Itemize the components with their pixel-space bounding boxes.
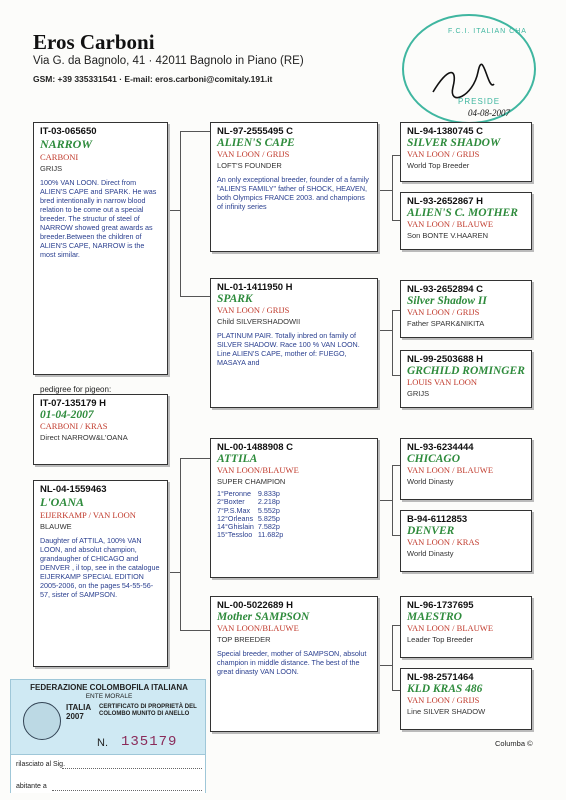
cert-number: 135179: [121, 734, 178, 750]
result-row: 7°P.S.Max 5.552p: [217, 505, 280, 515]
connector: [392, 220, 400, 221]
cert-title: FEDERAZIONE COLOMBOFILA ITALIANA: [30, 683, 188, 692]
note: Father SPARK&NIKITA: [407, 319, 485, 328]
breeder: VAN LOON / GRIJS: [407, 149, 480, 159]
connector: [392, 375, 400, 376]
ring-number: NL-96-1737695: [407, 600, 474, 611]
gg-box-4: [400, 350, 532, 408]
connector: [392, 310, 393, 375]
breeder: CARBONI: [40, 152, 79, 162]
note: World Dinasty: [407, 477, 454, 486]
connector: [378, 330, 392, 331]
pigeon-name: CHICAGO: [407, 453, 461, 465]
hatch-date: 01-04-2007: [40, 409, 94, 421]
ring-number: NL-00-5022689 H: [217, 600, 294, 611]
connector: [378, 500, 392, 501]
connector: [180, 630, 210, 631]
race-results: [217, 490, 287, 540]
note: Line SILVER SHADOW: [407, 707, 486, 716]
pigeon-seal-icon: [23, 702, 61, 740]
subject-box: [33, 394, 168, 465]
cert-subtitle: ENTE MORALE: [85, 693, 133, 700]
pigeon-name: ALIEN'S C. MOTHER: [407, 207, 518, 219]
breeder: VAN LOON/BLAUWE: [217, 465, 299, 475]
cert-description: CERTIFICATO DI PROPRIETÀ DEL COLOMBO MUNITO DI ANELLO: [99, 704, 197, 717]
dam-box: [33, 480, 168, 667]
cert-country-year: ITALIA 2007: [66, 703, 92, 721]
connector: [180, 131, 210, 132]
released-to-line: [62, 768, 202, 769]
breeder: VAN LOON/BLAUWE: [217, 623, 299, 633]
note: Son BONTE V.HAAREN: [407, 231, 489, 240]
result-row: 1°Peronne 9.833p: [217, 489, 280, 498]
description: Special breeder, mother of SAMPSON, absolut champion in middle distance. The best of the great dinasty VAN LOON.: [217, 649, 367, 676]
note: TOP BREEDER: [217, 635, 271, 644]
pigeon-name: ALIEN'S CAPE: [217, 137, 295, 149]
released-to-label: rilasciato al Sig.: [16, 761, 66, 768]
pigeon-name: ATTILA: [217, 453, 258, 465]
address-label: abitante a: [16, 783, 47, 790]
pigeon-name: L'OANA: [40, 495, 85, 509]
signature-icon: [428, 62, 498, 102]
note: Child SILVERSHADOWII: [217, 317, 301, 326]
address-line: [52, 790, 202, 791]
dam-dam-box: [210, 596, 378, 732]
breeder: VAN LOON / GRIJS: [407, 307, 480, 317]
breeder: LOUIS VAN LOON: [407, 377, 478, 387]
ring-number: NL-99-2503688 H: [407, 354, 484, 365]
connector: [392, 625, 393, 690]
breeder: VAN LOON / GRIJS: [217, 305, 290, 315]
gg-box-5: [400, 438, 532, 500]
connector: [168, 572, 180, 573]
note: LOFT'S FOUNDER: [217, 161, 282, 170]
pigeon-name: Mother SAMPSON: [217, 611, 310, 623]
connector: [392, 465, 393, 535]
breeder: VAN LOON / BLAUWE: [407, 465, 494, 475]
note: GRIJS: [407, 389, 430, 398]
note: World Dinasty: [407, 549, 454, 558]
connector: [392, 625, 400, 626]
pigeon-name: SPARK: [217, 293, 253, 305]
ring-number: NL-93-6234444: [407, 442, 474, 453]
note: Leader Top Breeder: [407, 635, 474, 644]
result-row: 2°Boxter 2.218p: [217, 497, 280, 507]
pigeon-name: MAESTRO: [407, 611, 462, 623]
description: PLATINUM PAIR. Totally inbred on family of SILVER SHADOW. Race 100 % VAN LOON. Line ALIEN'S CAPE, mother of: FUEGO, MASAYA and: [217, 331, 360, 367]
stamp-text: F.C.I. ITALIAN CHA: [448, 28, 527, 35]
ring-number: IT-03-065650: [40, 126, 97, 137]
breeder: VAN LOON / KRAS: [407, 537, 480, 547]
connector: [168, 210, 180, 211]
ring-number: B-94-6112853: [407, 514, 468, 525]
stamp-date: 04-08-2007: [468, 108, 510, 118]
connector: [392, 690, 400, 691]
pigeon-name: DENVER: [407, 525, 455, 537]
connector: [392, 155, 400, 156]
dam-sire-box: [210, 438, 378, 578]
sire-sire-box: [210, 122, 378, 252]
pigeon-name: Silver Shadow II: [407, 295, 487, 307]
pigeon-name: KLD KRAS 486: [407, 683, 483, 695]
sire-dam-box: [210, 278, 378, 408]
pigeon-name: GRCHILD ROMINGER: [407, 365, 525, 377]
ring-number: NL-00-1488908 C: [217, 442, 294, 453]
gg-box-8: [400, 668, 532, 730]
gg-box-6: [400, 510, 532, 572]
ring-number: NL-98-2571464: [407, 672, 474, 683]
columba-credit: Columba ©: [495, 739, 533, 748]
pigeon-name: SILVER SHADOW: [407, 137, 501, 149]
gg-box-2: [400, 192, 532, 250]
breeder: VAN LOON / BLAUWE: [407, 219, 494, 229]
ring-number: NL-97-2555495 C: [217, 126, 294, 137]
connector: [180, 296, 210, 297]
breeder: VAN LOON / GRIJS: [217, 149, 290, 159]
stamp-president: PRESIDE: [458, 97, 501, 106]
gg-box-7: [400, 596, 532, 658]
gg-box-3: [400, 280, 532, 338]
connector: [392, 535, 400, 536]
result-row: 15°Tessloo 11.682p: [217, 530, 284, 540]
result-row: 14°Ghislain 7.582p: [217, 522, 280, 532]
ring-number: NL-93-2652867 H: [407, 196, 484, 207]
owner-address: Via G. da Bagnolo, 41 · 42011 Bagnolo in Piano (RE): [33, 55, 304, 67]
connector: [180, 458, 210, 459]
description: Daughter of ATTILA, 100% VAN LOON, and absolut champion, grandaugher of CHICAGO and DENVER , il top, see in the catalogue EIJERKAMP SPECIAL EDITION 2005-2006, on the pages 54-55-56-57, sister of SAMPSON.: [40, 536, 160, 599]
ring-number: NL-93-2652894 C: [407, 284, 484, 295]
owner-contact: GSM: +39 335331541 · E-mail: eros.carboni@comitaly.191.it: [33, 74, 273, 84]
connector: [378, 665, 392, 666]
ring-number: NL-01-1411950 H: [217, 282, 293, 293]
connector: [180, 131, 181, 296]
ring-number: NL-04-1559463: [40, 484, 107, 495]
connector: [180, 458, 181, 630]
owner-name: Eros Carboni: [33, 30, 155, 54]
breeder: EIJERKAMP / VAN LOON: [40, 510, 136, 520]
note: World Top Breeder: [407, 161, 470, 170]
connector: [392, 310, 400, 311]
pedigree-label: pedigree for pigeon:: [40, 385, 112, 394]
description: An only exceptional breeder, founder of a family "ALIEN'S FAMILY" father of SHOCK, HEAVEN, both Olympics FRANCE 2003. and champions of infinity series: [217, 175, 369, 211]
ring-number: NL-94-1380745 C: [407, 126, 484, 137]
result-row: 12°Orleans 5.825p: [217, 513, 280, 523]
connector: [392, 465, 400, 466]
note: SUPER CHAMPION: [217, 477, 286, 486]
cert-n-label: N.: [97, 737, 108, 749]
certificate-card: [10, 679, 206, 755]
connector: [392, 155, 393, 220]
parents: Direct NARROW&L'OANA: [40, 433, 128, 442]
color: GRIJS: [40, 164, 63, 173]
breeder: VAN LOON / GRIJS: [407, 695, 480, 705]
connector: [378, 190, 392, 191]
sire-box: [33, 122, 168, 375]
ring-number: IT-07-135179 H: [40, 398, 107, 409]
color: BLAUWE: [40, 522, 72, 531]
description: 100% VAN LOON. Direct from ALIEN'S CAPE and SPARK. He was bred intentionally in narrow blood relation to be come out a special breeder. The structur of steel of NARROW showed great awards as breeder.Between the children of ALIEN'S CAPE, NARROW is the most similar.: [40, 178, 157, 259]
gg-box-1: [400, 122, 532, 182]
pigeon-name: NARROW: [40, 137, 93, 151]
breeder: VAN LOON / BLAUWE: [407, 623, 494, 633]
breeder: CARBONI / KRAS: [40, 421, 108, 431]
